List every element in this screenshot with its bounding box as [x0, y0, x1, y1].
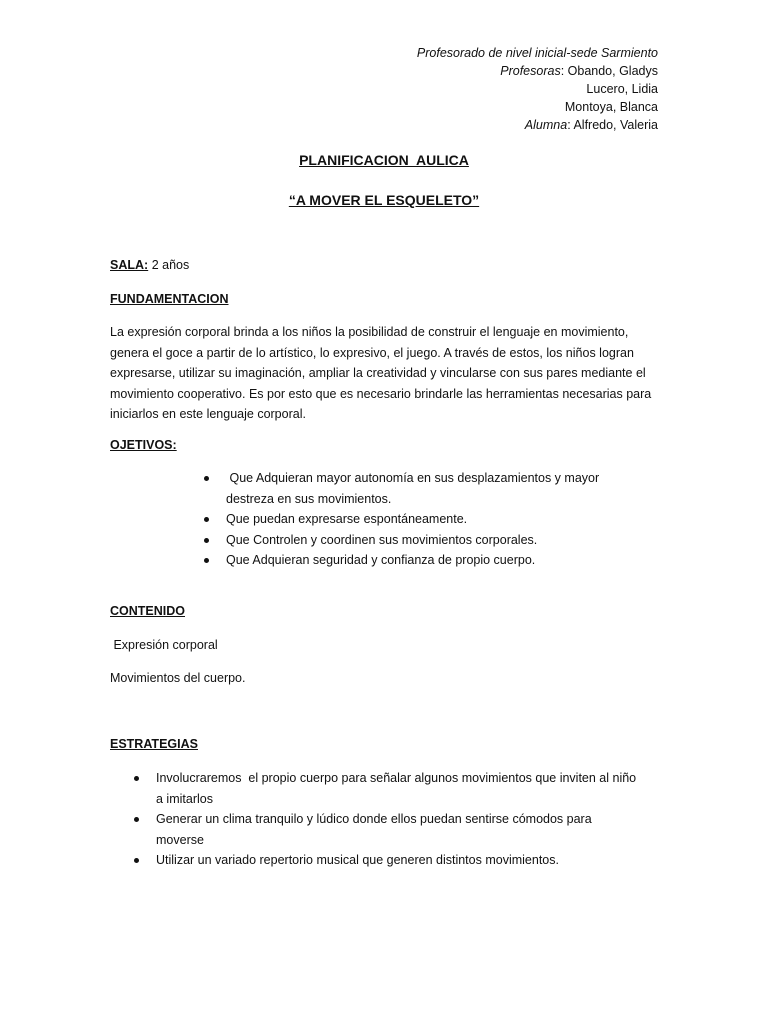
objetivo-text-1: Que Adquieran mayor autonomía en sus desplazamientos y mayor destreza en sus movimientos.: [226, 471, 603, 506]
list-item: [132, 768, 642, 809]
objetivo-text-2: Que puedan expresarse espontáneamente.: [226, 512, 468, 526]
list-item: [202, 468, 632, 509]
bullet-icon: [204, 517, 209, 522]
list-item: [202, 509, 632, 530]
bullet-icon: [134, 858, 139, 863]
list-item: [132, 809, 642, 850]
alumna-name: Alfredo, Valeria: [573, 118, 658, 132]
contenido-item-2: Movimientos del cuerpo.: [110, 671, 246, 685]
profesoras-label: Profesoras: [500, 64, 561, 78]
bullet-icon: [204, 558, 209, 563]
profesoras-line-1: Profesoras: Obando, Gladys: [500, 64, 658, 78]
list-item: [202, 550, 632, 571]
contenido-heading: CONTENIDO: [110, 604, 185, 618]
sala-line: [110, 258, 660, 272]
bullet-icon: [204, 476, 209, 481]
profesora-name-1: Obando, Gladys: [567, 64, 658, 78]
objetivo-text-3: Que Controlen y coordinen sus movimientos corporales.: [226, 532, 538, 547]
fundamentacion-heading: FUNDAMENTACION: [110, 292, 229, 306]
alumna-line: Alumna: Alfredo, Valeria: [524, 118, 658, 132]
bullet-icon: [134, 817, 139, 822]
sala-label: SALA:: [110, 258, 149, 272]
alumna-label: Alumna: [524, 118, 568, 132]
estrategias-list: [132, 768, 642, 871]
profesora-name-2: Lucero, Lidia: [586, 82, 658, 96]
bullet-icon: [134, 776, 139, 781]
contenido-item-1: Expresión corporal: [110, 638, 218, 652]
profesora-name-3: Montoya, Blanca: [564, 100, 658, 114]
objetivo-text-4: Que Adquieran seguridad y confianza de propio cuerpo.: [226, 553, 536, 567]
sala-value: 2 años: [151, 258, 190, 272]
document-subtitle: [0, 192, 768, 208]
institution-name: Profesorado de nivel inicial-sede Sarmiento: [416, 46, 658, 60]
subtitle-text: “A MOVER EL ESQUELETO”: [288, 192, 480, 208]
objetivos-list: [202, 468, 632, 571]
list-item: [132, 850, 642, 871]
estrategia-text-1: Involucraremos el propio cuerpo para señalar algunos movimientos que inviten al niño a imitarlos: [156, 771, 640, 806]
estrategia-text-3: Utilizar un variado repertorio musical que generen distintos movimientos.: [156, 853, 559, 867]
estrategias-heading: ESTRATEGIAS: [110, 737, 198, 751]
bullet-icon: [204, 538, 209, 543]
document-title: [0, 152, 768, 168]
estrategia-text-2: Generar un clima tranquilo y lúdico donde ellos puedan sentirse cómodos para moverse: [156, 812, 592, 847]
fundamentacion-text: La expresión corporal brinda a los niños la posibilidad de construir el lenguaje en movimiento, genera el goce a partir de lo artístico, lo expresivo, el juego. A través de estos, los niños logran expresarse, utilizar su imaginación, ampliar la creatividad y vincularse con sus pares mediante el movimiento cooperativo. Es por esto que es necesario brindarle las herramientas necesarias para iniciarlos en este lenguaje corporal.: [110, 325, 652, 421]
objetivos-heading: OJETIVOS:: [110, 438, 177, 452]
document-header: [417, 44, 658, 134]
title-text: PLANIFICACION AULICA: [299, 152, 469, 168]
list-item: [202, 530, 632, 551]
